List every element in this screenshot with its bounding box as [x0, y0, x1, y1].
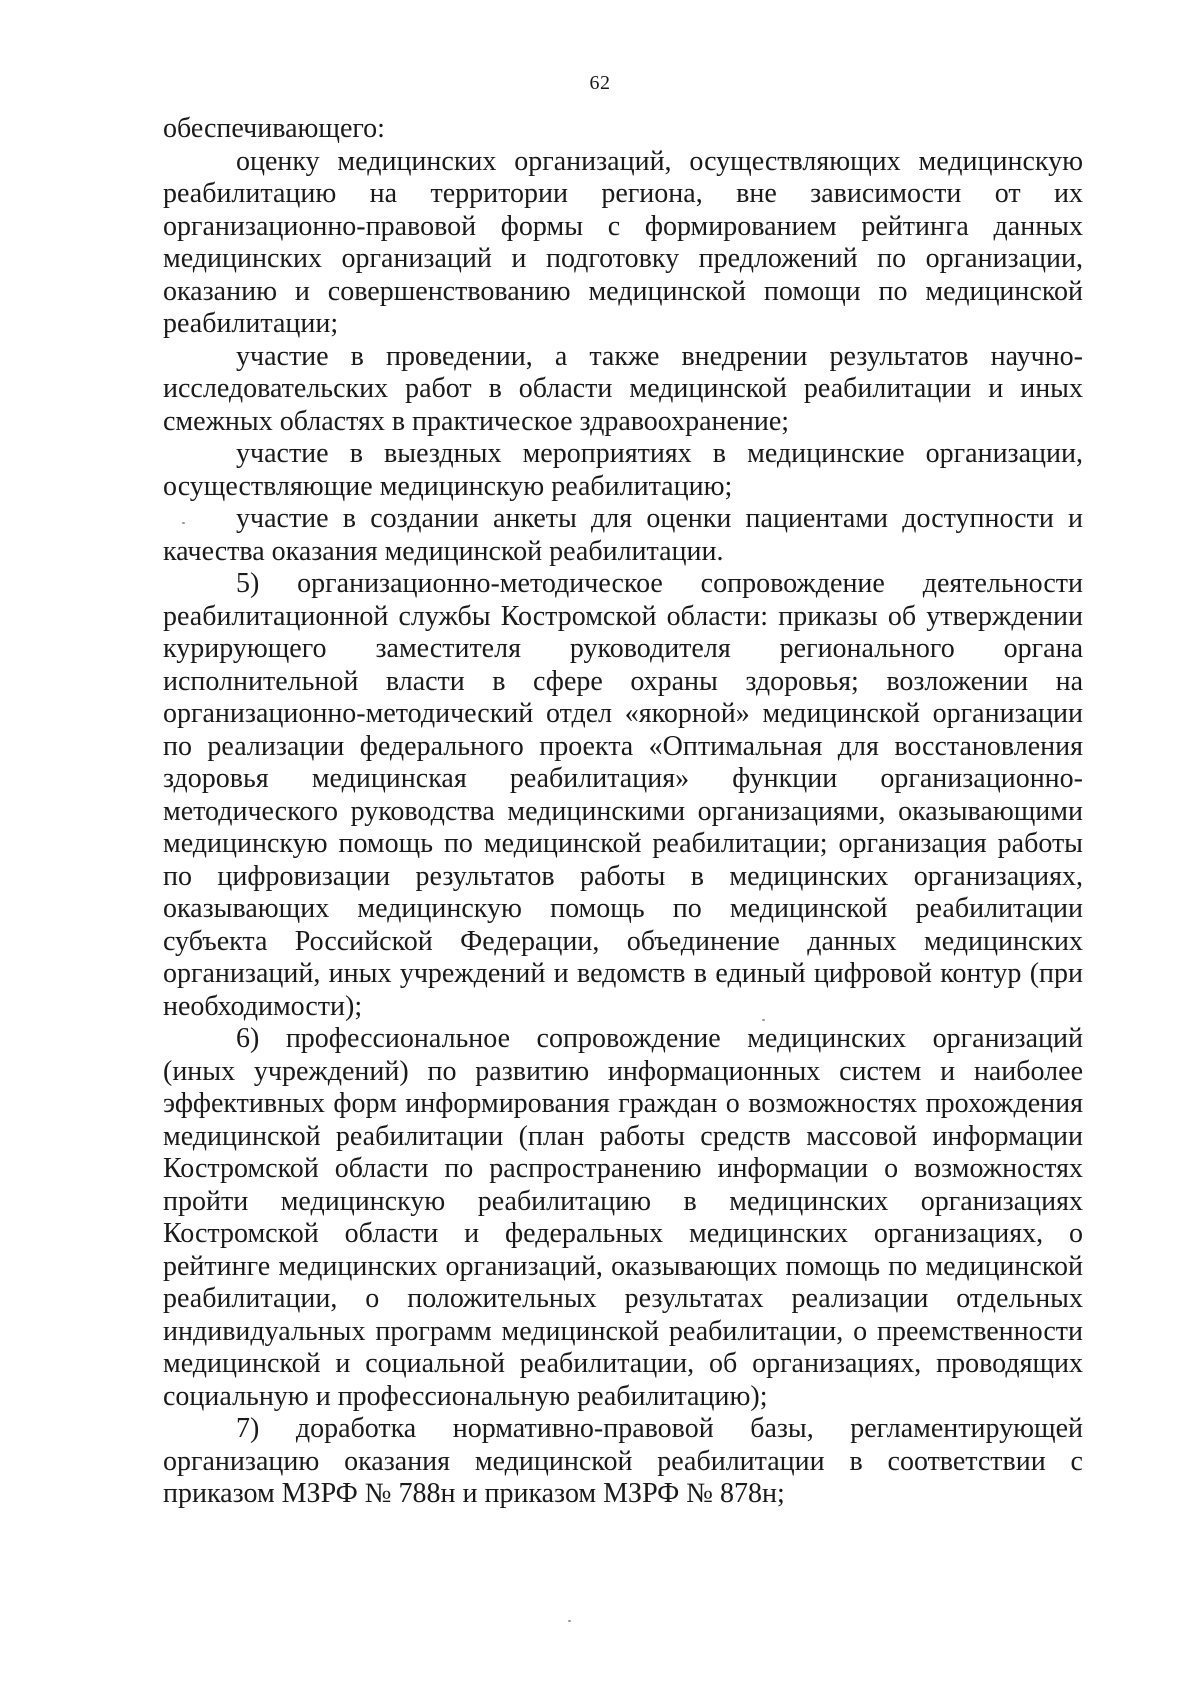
- document-body: [163, 113, 1083, 1511]
- scan-speck: [762, 1019, 765, 1021]
- paragraph: участие в создании анкеты для оценки пациентами доступности и качества оказания медицинской реабилитации.: [163, 503, 1083, 567]
- paragraph: оценку медицинских организаций, осуществляющих медицинскую реабилитацию на территории региона, вне зависимости от их организационно-правовой формы с формированием рейтинга данных медицинских организаций и подготовку предложений по организации, оказанию и совершенствованию медицинской помощи по медицинской реабилитации;: [163, 145, 1083, 339]
- scan-speck: [568, 1620, 571, 1622]
- paragraph: участие в проведении, а также внедрении результатов научно-исследовательских работ в области медицинской реабилитации и иных смежных областях в практическое здравоохранение;: [163, 340, 1083, 437]
- paragraph: 5) организационно-методическое сопровождение деятельности реабилитационной службы Костромской области: приказы об утверждении курирующего заместителя руководителя регионального органа исполнительной власти в сфере охраны здоровья; возложении на организационно-методический отдел «якорной» медицинской организации по реализации федерального проекта «Оптимальная для восстановления здоровья медицинская реабилитация» функции организационно-методического руководства медицинскими организациями, оказывающими медицинскую помощь по медицинской реабилитации; организация работы по цифровизации результатов работы в медицинских организациях, оказывающих медицинскую помощь по медицинской реабилитации субъекта Российской Федерации, объединение данных медицинских организаций, иных учреждений и ведомств в единый цифровой контур (при необходимости);: [163, 568, 1083, 1022]
- page-number: 62: [589, 72, 611, 94]
- paragraph: участие в выездных мероприятиях в медицинские организации, осуществляющие медицинскую реабилитацию;: [163, 438, 1083, 502]
- paragraph: 7) доработка нормативно-правовой базы, регламентирующей организацию оказания медицинской реабилитации в соответствии с приказом МЗРФ № 788н и приказом МЗРФ № 878н;: [163, 1413, 1083, 1509]
- scan-speck: [182, 522, 185, 524]
- paragraph: 6) профессиональное сопровождение медицинских организаций (иных учреждений) по развитию информационных систем и наиболее эффективных форм информирования граждан о возможностях прохождения медицинской реабилитации (план работы средств массовой информации Костромской области по распространению информации о возможностях пройти медицинскую реабилитацию в медицинских организациях Костромской области и федеральных медицинских организациях, о рейтинге медицинских организаций, оказывающих помощь по медицинской реабилитации, о положительных результатах реализации отдельных индивидуальных программ медицинской реабилитации, о преемственности медицинской и социальной реабилитации, об организациях, проводящих социальную и профессиональную реабилитацию);: [163, 1023, 1083, 1412]
- paragraph: обеспечивающего:: [163, 113, 385, 144]
